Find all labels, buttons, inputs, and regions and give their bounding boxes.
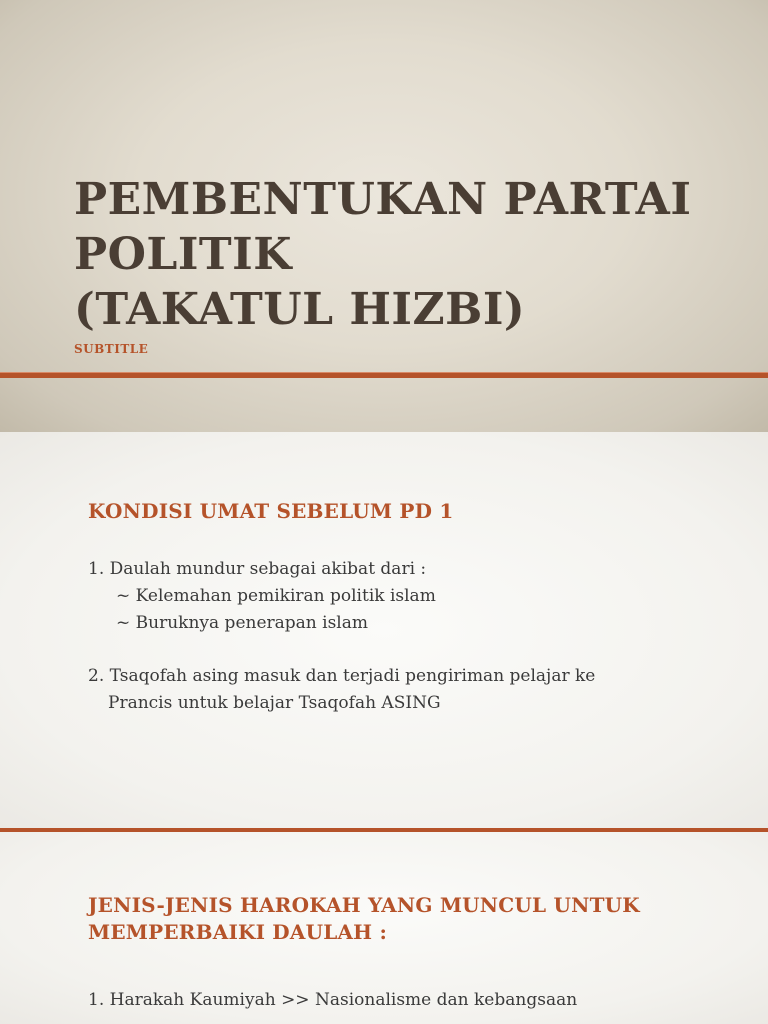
list-item: 1. Daulah mundur sebagai akibat dari : xyxy=(88,559,427,579)
numbered-list xyxy=(88,556,748,637)
list-item: 1. Harakah Kaumiyah >> Nasionalisme dan kebangsaan xyxy=(88,990,578,1010)
slide-heading-line: MEMPERBAIKI DAULAH : xyxy=(88,920,388,944)
list-item: 2. Tsaqofah asing masuk dan terjadi pengiriman pelajar ke xyxy=(88,666,596,686)
numbered-list xyxy=(88,663,748,717)
slide-title-line: POLITIK xyxy=(74,229,292,280)
sub-list-item: ~ Kelemahan pemikiran politik islam xyxy=(116,586,436,606)
slide-subtitle: SUBTITLE xyxy=(74,342,149,356)
numbered-list xyxy=(88,987,748,1014)
title-slide xyxy=(0,0,768,432)
list-item-continuation: Prancis untuk belajar Tsaqofah ASING xyxy=(108,693,441,713)
slide-heading xyxy=(88,892,640,946)
slide-title-line: PEMBENTUKAN PARTAI xyxy=(74,174,692,225)
slide-title xyxy=(74,172,754,337)
slide-heading-line: JENIS-JENIS HAROKAH YANG MUNCUL UNTUK xyxy=(88,893,640,917)
title-accent-rule xyxy=(0,372,768,378)
slide-heading: KONDISI UMAT SEBELUM PD 1 xyxy=(88,499,454,523)
sub-list-item: ~ Buruknya penerapan islam xyxy=(116,613,368,633)
slide-title-line: (TAKATUL HIZBI) xyxy=(74,284,526,335)
